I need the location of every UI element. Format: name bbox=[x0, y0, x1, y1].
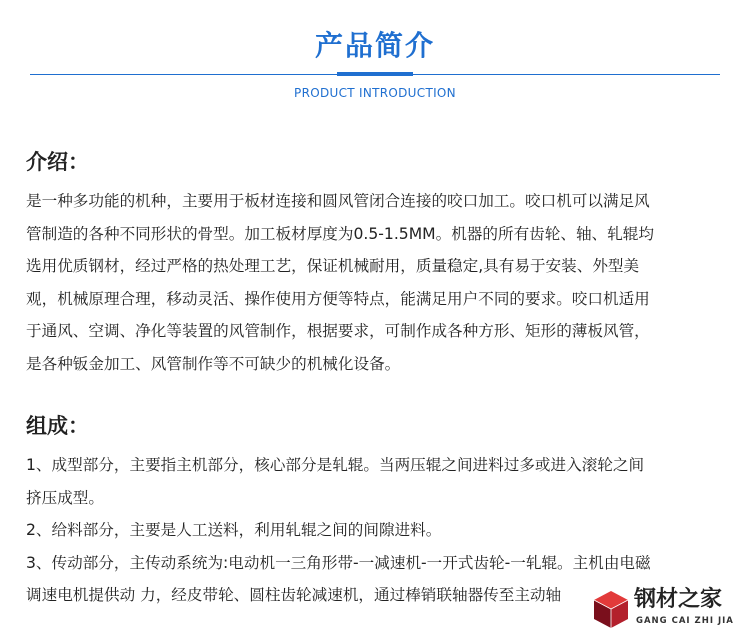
cube-logo-icon bbox=[590, 588, 632, 630]
intro-line: 于通风、空调、净化等装置的风管制作，根据要求，可制作成各种方形、矩形的薄板风管， bbox=[26, 322, 650, 340]
watermark-name-en: GANG CAI ZHI JIA bbox=[636, 616, 734, 626]
section-header bbox=[0, 0, 750, 110]
intro-line: 观，机械原理合理，移动灵活、操作使用方便等特点，能满足用户不同的要求。咬口机适用 bbox=[26, 289, 650, 308]
intro-line: 管制造的各种不同形状的骨型。加工板材厚度为0.5-1.5MM。机器的所有齿轮、轴、轧辊均 bbox=[26, 224, 654, 243]
watermark-logo bbox=[590, 584, 746, 634]
intro-line: 是一种多功能的机种，主要用于板材连接和圆风管闭合连接的咬口加工。咬口机可以满足风 bbox=[26, 192, 650, 210]
intro-line: 选用优质钢材，经过严格的热处理工艺，保证机械耐用，质量稳定,具有易于安装、外型美 bbox=[26, 257, 640, 275]
composition-line: 调速电机提供动 力，经皮带轮、圆柱齿轮减速机，通过棒销联轴器传至主动轴 bbox=[26, 586, 562, 604]
intro-line: 是各种钣金加工、风管制作等不可缺少的机械化设备。 bbox=[26, 354, 401, 373]
intro-paragraph bbox=[26, 185, 726, 380]
composition-line: 挤压成型。 bbox=[26, 488, 104, 507]
composition-line: 1、成型部分，主要指主机部分，核心部分是轧辊。当两压辊之间进料过多或进入滚轮之间 bbox=[26, 456, 645, 474]
composition-line: 3、传动部分，主传动系统为:电动机一三角形带-一减速机-一开式齿轮-一轧辊。主机由电磁 bbox=[26, 553, 651, 572]
intro-heading: 介绍： bbox=[26, 150, 89, 174]
composition-heading: 组成： bbox=[26, 414, 89, 438]
composition-line: 2、给料部分，主要是人工送料，利用轧辊之间的间隙进料。 bbox=[26, 521, 442, 539]
title-underline bbox=[337, 72, 413, 76]
page-subtitle: PRODUCT INTRODUCTION bbox=[294, 86, 456, 100]
page-title: 产品简介 bbox=[314, 29, 435, 62]
watermark-name: 钢材之家 bbox=[634, 587, 723, 612]
